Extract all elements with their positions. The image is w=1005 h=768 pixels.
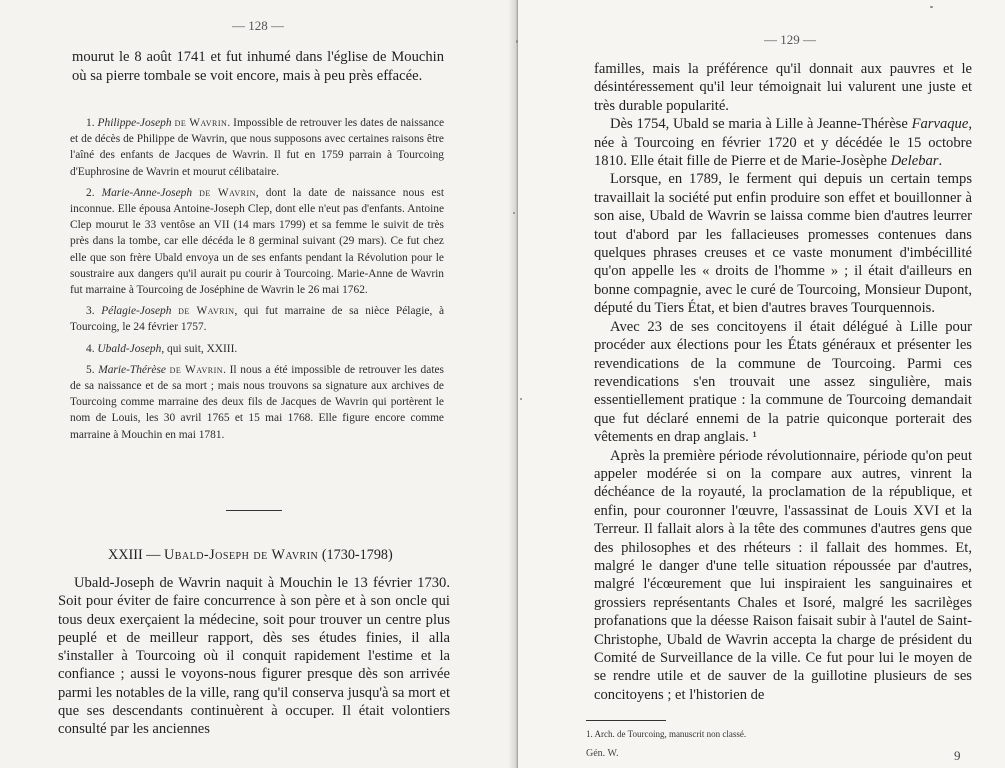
paragraph: Avec 23 de ses concitoyens il était délégué à Lille pour procéder aux élections pour les États généraux et présenter les revendications de la commune de Tourcoing. Parmi ces revendications s'en trouvait une assez singulière, mais essentiellement pratique : la commune de Tourcoing demandait que fut déclaré ennemi de la patrie quiconque porterait des vêtements en drap anglais. ¹ (594, 318, 972, 446)
right-page (518, 0, 1005, 768)
note-item: 2. Marie-Anne-Joseph de Wavrin, dont la date de naissance nous est inconnue. Elle épousa Antoine-Joseph Clep, dont elle n'eut pas d'enfants. Antoine Clep mourut le 33 ventôse an VII (14 mars 1799) et sa femme le suivit de très près dans la tombe, car elle décéda le 8 germinal suivant (29 mars). Ce fut chez elle que son frère Ubald envoya un de ses enfants pendant la Révolution pour le soustraire aux dangers qu'il aurait pu courir à Tourcoing. Marie-Anne de Wavrin fut marraine à Tourcoing de Joséphine de Wavrin le 26 mai 1762. (70, 186, 444, 297)
section-paragraph-block (58, 574, 450, 739)
paragraph: familles, mais la préférence qu'il donnait aux pauvres et le désintéressement qu'il leur témoignait lui valurent une juste et très durable popularité. (594, 61, 972, 114)
footnote-rule (586, 720, 666, 721)
signature-number: 9 (954, 748, 961, 763)
scan-speck (513, 212, 515, 214)
note-person-name: Marie-Thérèse (98, 363, 166, 376)
note-person-name: Philippe-Joseph (97, 117, 172, 129)
notes-list (70, 115, 444, 443)
scan-speck (930, 6, 933, 8)
note-person-name: Pélagie-Joseph (101, 305, 172, 318)
right-text-block (594, 60, 972, 704)
section-heading: XXIII — Ubald-Joseph de Wavrin (1730-1798) (108, 547, 393, 563)
note-item: 1. Philippe-Joseph de Wavrin. Impossible de retrouver les dates de naissance et de décès de Philippe de Wavrin, que nous supposons avec certaines raisons être l'aîné des enfants de Jacques de Wavrin. Il fut en 1759 parrain à Tourcoing d'Euphrosine de Wavrin et mourut célibataire. (70, 117, 445, 178)
section-separator (226, 510, 282, 511)
note-item: 4. Ubald-Joseph, qui suit, XXIII. (86, 342, 238, 355)
opening-paragraph-block (72, 48, 444, 85)
section-heading-name: Ubald-Joseph de Wavrin (163, 547, 319, 563)
opening-paragraph: mourut le 8 août 1741 et fut inhumé dans l'église de Mouchin où sa pierre tombale se voit encore, mais à peu près effacée. (72, 49, 444, 84)
paragraph: Après la première période révolutionnaire, période qu'on peut appeler modérée si on la compare aux autres, vinrent la déchéance de la royauté, la proclamation de la république, et enfin, pour couronner l'œuvre, l'assassinat de Louis XVI et la Terreur. Il fallait alors à la tête des communes d'autres gens que des philosophes et des rhéteurs : il fallait des hommes. Et, malgré le danger d'une telle situation répoussée par d'autres, malgré l'écœurement que lui inspiraient les sanguinaires et grossiers représentants Chales et Isoré, malgré les sacrilèges profanations que la déesse Raison faisait subir à l'autel de Saint-Christophe, Ubald de Wavrin accepta la charge de président du Comité de Surveillance de la ville. Ce fut pour lui le moyen de se rendre utile et de sauver de la guillotine plusieurs de ses concitoyens ; et l'historien de (594, 447, 972, 703)
paragraph: Lorsque, en 1789, le ferment qui depuis un certain temps travaillait la société put enfin produire son effet et bouillonner à son aise, Ubald de Wavrin se laissa comme bien d'autres leurrer tout d'abord par les fallacieuses promesses contenues dans quelques phrases creuses et ce vaste monument d'imbécillité qu'on appelle les « droits de l'homme » ; il était d'ailleurs en bonne compagnie, avec le curé de Tourcoing, Monsieur Dupont, député du Tiers État, et bien d'autres braves Tourquennois. (594, 171, 972, 317)
note-person-name: Ubald-Joseph (97, 342, 162, 355)
section-paragraph: Ubald-Joseph de Wavrin naquit à Mouchin le 13 février 1730. Soit pour éviter de faire concurrence à son père et à son oncle qui tous deux exerçaient la médecine, soit pour trouver un centre plus peuplé et de meilleur rapport, dès ses études finies, il alla s'installer à Tourcoing où il conquit rapidement l'estime et la confiance ; aussi le voyons-nous figurer presque dès son arrivée parmi les notables de la ville, rang qu'il conserva jusqu'à sa mort et que ses descendants continuèrent à occuper. Il était volontiers consulté par les anciennes (58, 575, 450, 738)
signature-mark: Gén. W. (586, 748, 619, 759)
note-person-name: Marie-Anne-Joseph (101, 186, 193, 199)
left-page-number: — 128 — (232, 18, 284, 33)
footnote: 1. Arch. de Tourcoing, manuscrit non classé. (586, 729, 747, 739)
paragraph: Dès 1754, Ubald se maria à Lille à Jeanne-Thérèse Farvaque, née à Tourcoing en février 1720 et y décédée le 15 octobre 1810. Elle était fille de Pierre et de Marie-Josèphe Delebar. (594, 116, 972, 170)
note-item: 3. Pélagie-Joseph de Wavrin, qui fut marraine de sa nièce Pélagie, à Tourcoing, le 24 février 1757. (70, 305, 445, 334)
right-page-number: — 129 — (764, 32, 816, 47)
note-item: 5. Marie-Thérèse de Wavrin. Il nous a été impossible de retrouver les dates de sa naissance et de sa mort ; mais nous trouvons sa signature aux archives de Tourcoing comme marraine des deux fils de Jacques de Wavrin qui portèrent le nom de Louis, les 30 avril 1765 et 15 mai 1768. Elle figure encore comme marraine à Mouchin en mai 1781. (70, 363, 444, 441)
scan-speck (520, 398, 522, 400)
scan-speck (516, 40, 518, 43)
